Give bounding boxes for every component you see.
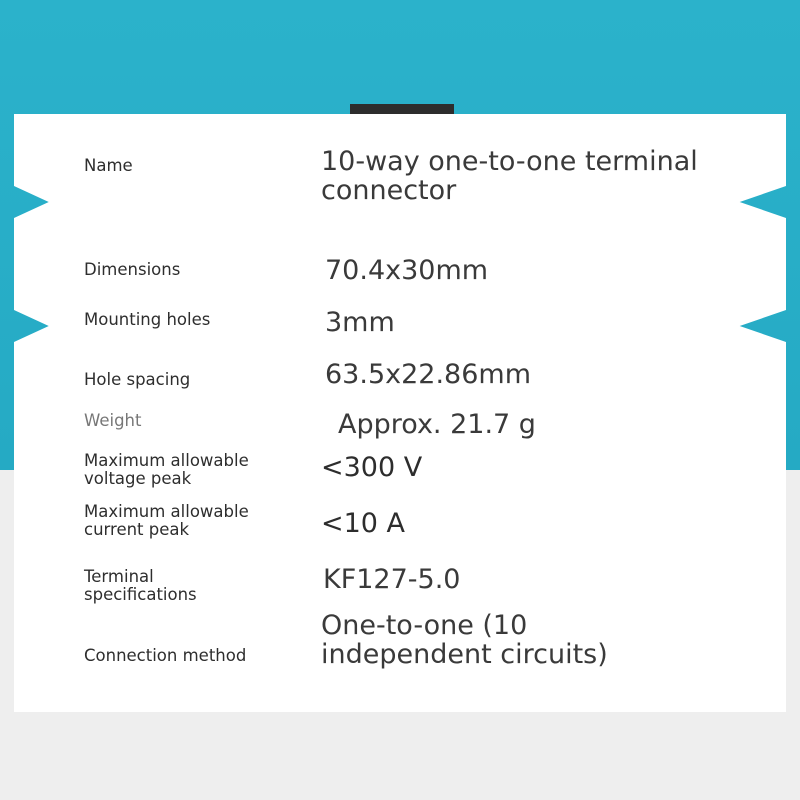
spec-value-hole-spacing: 63.5x22.86mm — [325, 359, 531, 390]
spec-value-weight: Approx. 21.7 g — [338, 409, 536, 440]
spec-value-connection-method-line-2: independent circuits) — [321, 639, 608, 670]
spec-label-dimensions: Dimensions — [84, 260, 181, 279]
spec-value-dimensions: 70.4x30mm — [325, 255, 489, 286]
spec-label-weight: Weight — [84, 411, 142, 430]
spec-value-terminal-specs: KF127-5.0 — [323, 564, 461, 595]
spec-value-mounting-holes: 3mm — [325, 307, 395, 338]
spec-value-connection-method-line-1: One-to-one (10 — [321, 610, 528, 641]
spec-value-name — [321, 147, 698, 205]
spec-label-max-current-line-1: Maximum allowable — [84, 502, 249, 521]
spec-label-connection-method: Connection method — [84, 646, 247, 665]
spec-value-name-line-1: 10-way one-to-one terminal — [321, 146, 698, 177]
spec-value-name-line-2: connector — [321, 175, 457, 206]
spec-label-terminal-specs — [84, 568, 197, 604]
spec-value-max-voltage: <300 V — [321, 452, 423, 483]
spec-value-max-current: <10 A — [321, 508, 406, 539]
spec-label-max-current — [84, 503, 249, 539]
spec-label-hole-spacing: Hole spacing — [84, 370, 191, 389]
spec-label-max-voltage-line-2: voltage peak — [84, 469, 192, 488]
spec-label-terminal-specs-line-2: specifications — [84, 585, 197, 604]
spec-label-terminal-specs-line-1: Terminal — [84, 567, 154, 586]
spec-label-max-voltage — [84, 452, 249, 488]
spec-label-max-voltage-line-1: Maximum allowable — [84, 451, 249, 470]
spec-value-connection-method — [321, 611, 608, 669]
spec-label-name: Name — [84, 156, 133, 175]
spec-label-max-current-line-2: current peak — [84, 520, 190, 539]
spec-label-mounting-holes: Mounting holes — [84, 310, 211, 329]
